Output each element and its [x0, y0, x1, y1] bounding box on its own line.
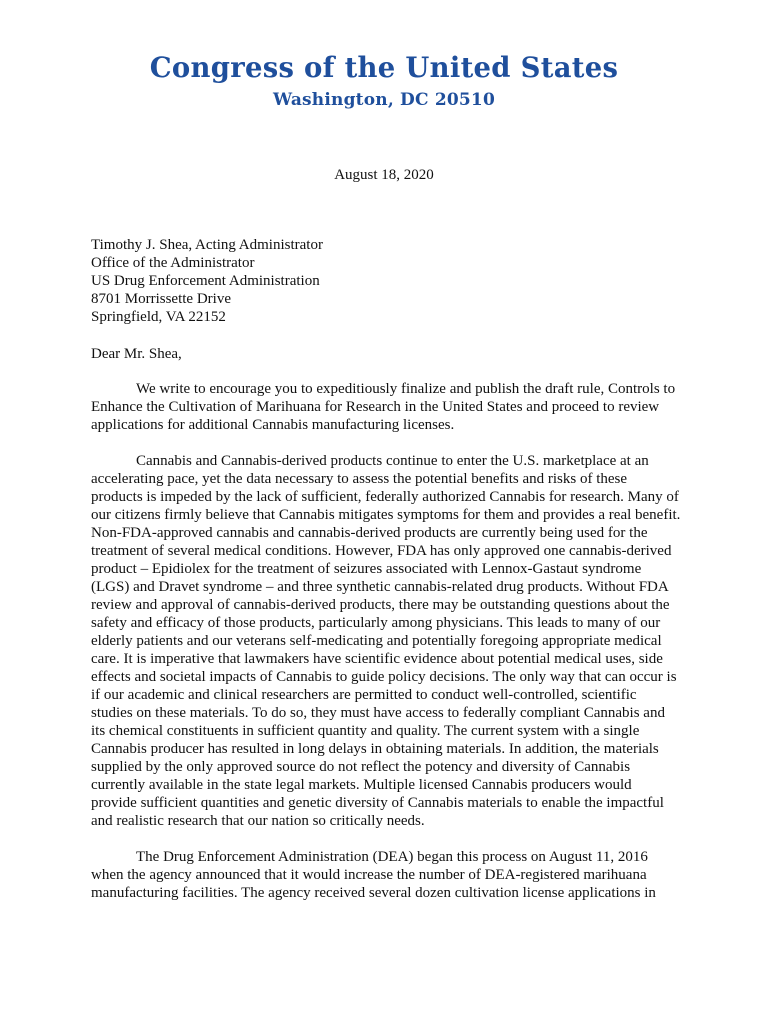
recipient-agency-line: US Drug Enforcement Administration: [91, 273, 320, 289]
letterhead: [0, 50, 768, 112]
letter-date: August 18, 2020: [334, 167, 434, 183]
body-paragraph: The Drug Enforcement Administration (DEA) began this process on August 11, 2016 when the agency announced that it would increase the number of DEA-registered marihuana manufacturing facilities. The agency received several dozen cultivation license applications in: [91, 849, 656, 901]
salutation: Dear Mr. Shea,: [91, 346, 182, 362]
recipient-office-line: Office of the Administrator: [91, 255, 255, 271]
letter-body: [91, 380, 681, 920]
letterhead-address: Washington, DC 20510: [273, 90, 495, 110]
letterhead-title: Congress of the United States: [149, 51, 619, 84]
body-paragraph: Cannabis and Cannabis-derived products continue to enter the U.S. marketplace at an accelerating pace, yet the data necessary to assess the potential benefits and risks of these products is impeded by the lack of sufficient, federally authorized Cannabis for research. Many of our citizens firmly believe that Cannabis mitigates symptoms for them and provides a real benefit. Non-FDA-approved cannabis and cannabis-derived products are currently being used for the treatment of several medical conditions. However, FDA has only approved one cannabis-derived product – Epidiolex for the treatment of seizures associated with Lennox-Gastaut syndrome (LGS) and Dravet syndrome – and three synthetic cannabis-related drug products. Without FDA review and approval of cannabis-derived products, there may be outstanding questions about the safety and efficacy of those products, particularly among physicians. This leads to many of our elderly patients and our veterans self-medicating and potentially foregoing appropriate medical care. It is imperative that lawmakers have scientific evidence about potential medical uses, side effects and societal impacts of Cannabis to guide policy decisions. The only way that can occur is if our academic and clinical researchers are permitted to conduct well-controlled, scientific studies on these materials. To do so, they must have access to federally compliant Cannabis and its chemical constituents in sufficient quantity and quality. The current system with a single Cannabis producer has resulted in long delays in obtaining materials. In addition, the materials supplied by the only approved source do not reflect the potency and diversity of Cannabis currently available in the state legal markets. Multiple licensed Cannabis producers would provide sufficient quantities and genetic diversity of Cannabis materials to enable the impactful and realistic research that our nation so critically needs.: [91, 453, 681, 829]
recipient-name-line: Timothy J. Shea, Acting Administrator: [91, 237, 323, 253]
recipient-city-line: Springfield, VA 22152: [91, 309, 226, 325]
recipient-street-line: 8701 Morrissette Drive: [91, 291, 231, 307]
recipient-address-block: [91, 236, 323, 326]
body-paragraph: We write to encourage you to expeditiously finalize and publish the draft rule, Controls to Enhance the Cultivation of Marihuana for Research in the United States and proceed to review applications for additional Cannabis manufacturing licenses.: [91, 381, 676, 433]
